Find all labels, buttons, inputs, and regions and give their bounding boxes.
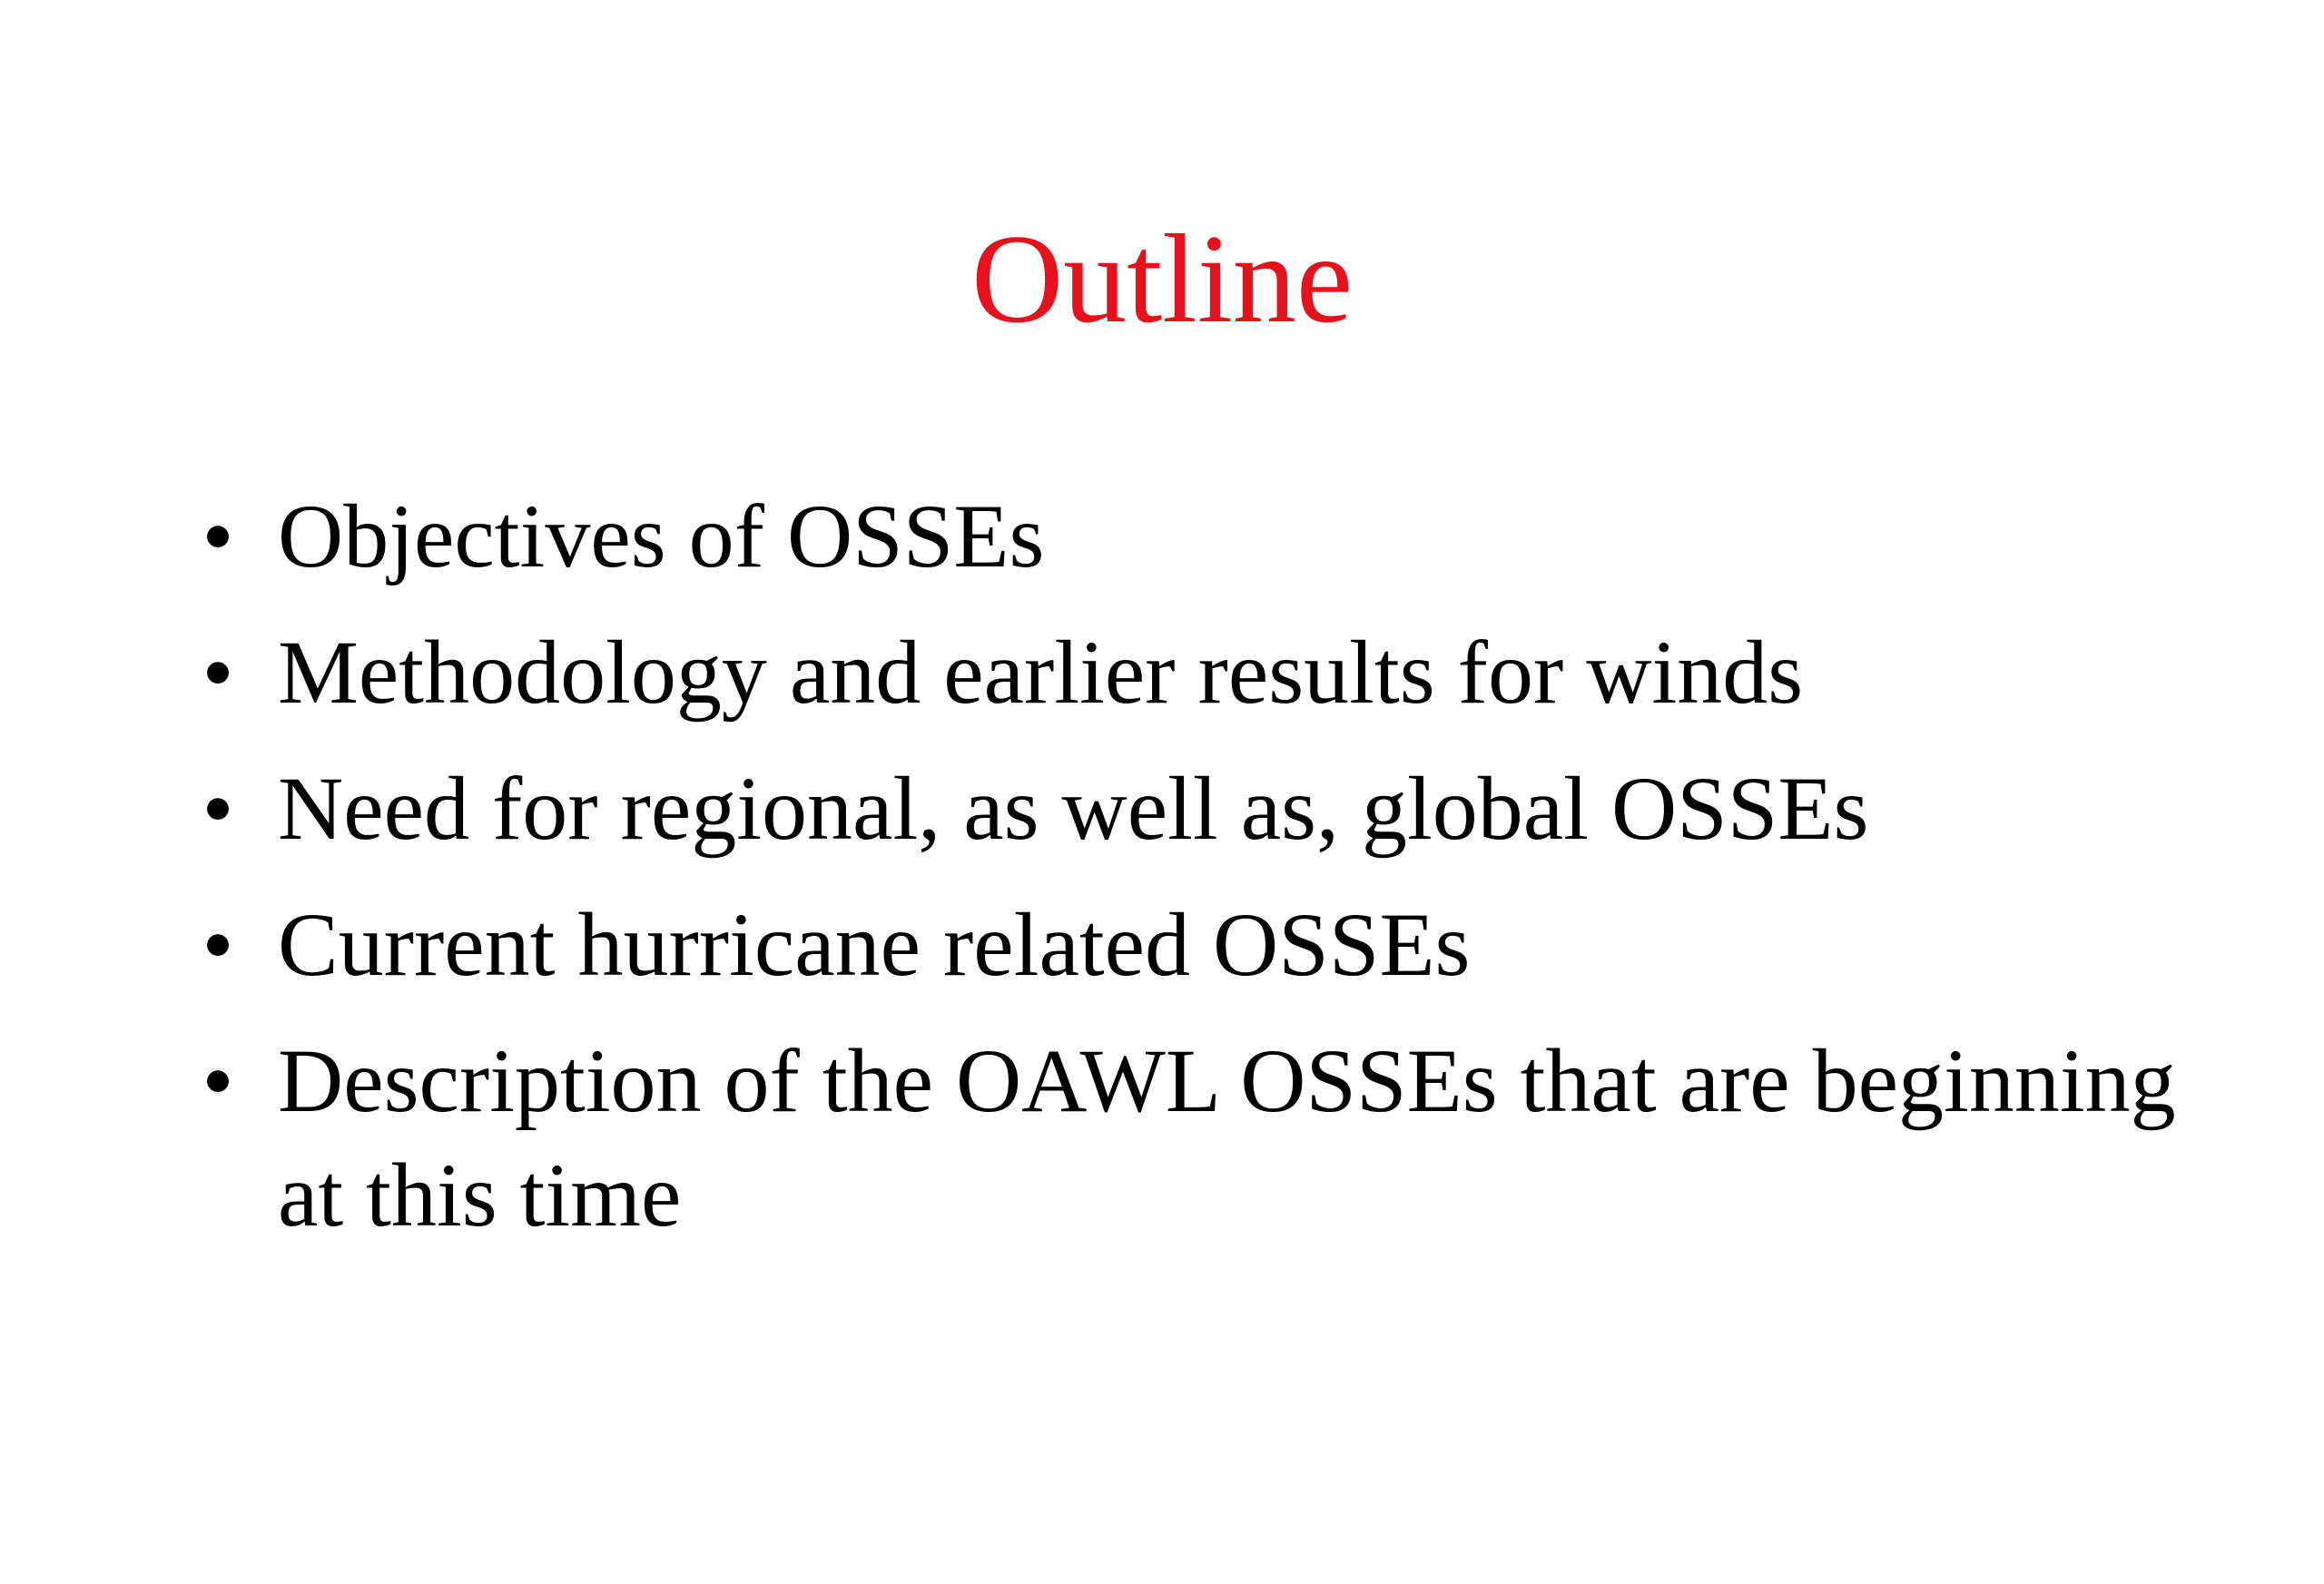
bullet-item (191, 615, 2188, 730)
bullet-list (191, 479, 2188, 1274)
bullet-item (191, 752, 2188, 866)
bullet-item (191, 888, 2188, 1002)
bullet-item (191, 1024, 2188, 1253)
bullet-icon: • (202, 622, 234, 723)
bullet-text: Need for regional, as well as, global OSSEs (278, 758, 1869, 859)
slide-title: Outline (971, 209, 1353, 349)
bullet-text: Description of the OAWL OSSEs that are beginning at this time (278, 1030, 2176, 1245)
bullet-item (191, 479, 2188, 594)
bullet-text: Objectives of OSSEs (278, 486, 1045, 586)
bullet-icon: • (202, 1030, 234, 1131)
bullet-icon: • (202, 486, 234, 586)
bullet-text: Current hurricane related OSSEs (278, 894, 1471, 995)
bullet-icon: • (202, 758, 234, 859)
bullet-icon: • (202, 894, 234, 995)
bullet-text: Methodology and earlier results for winds (278, 622, 1804, 723)
